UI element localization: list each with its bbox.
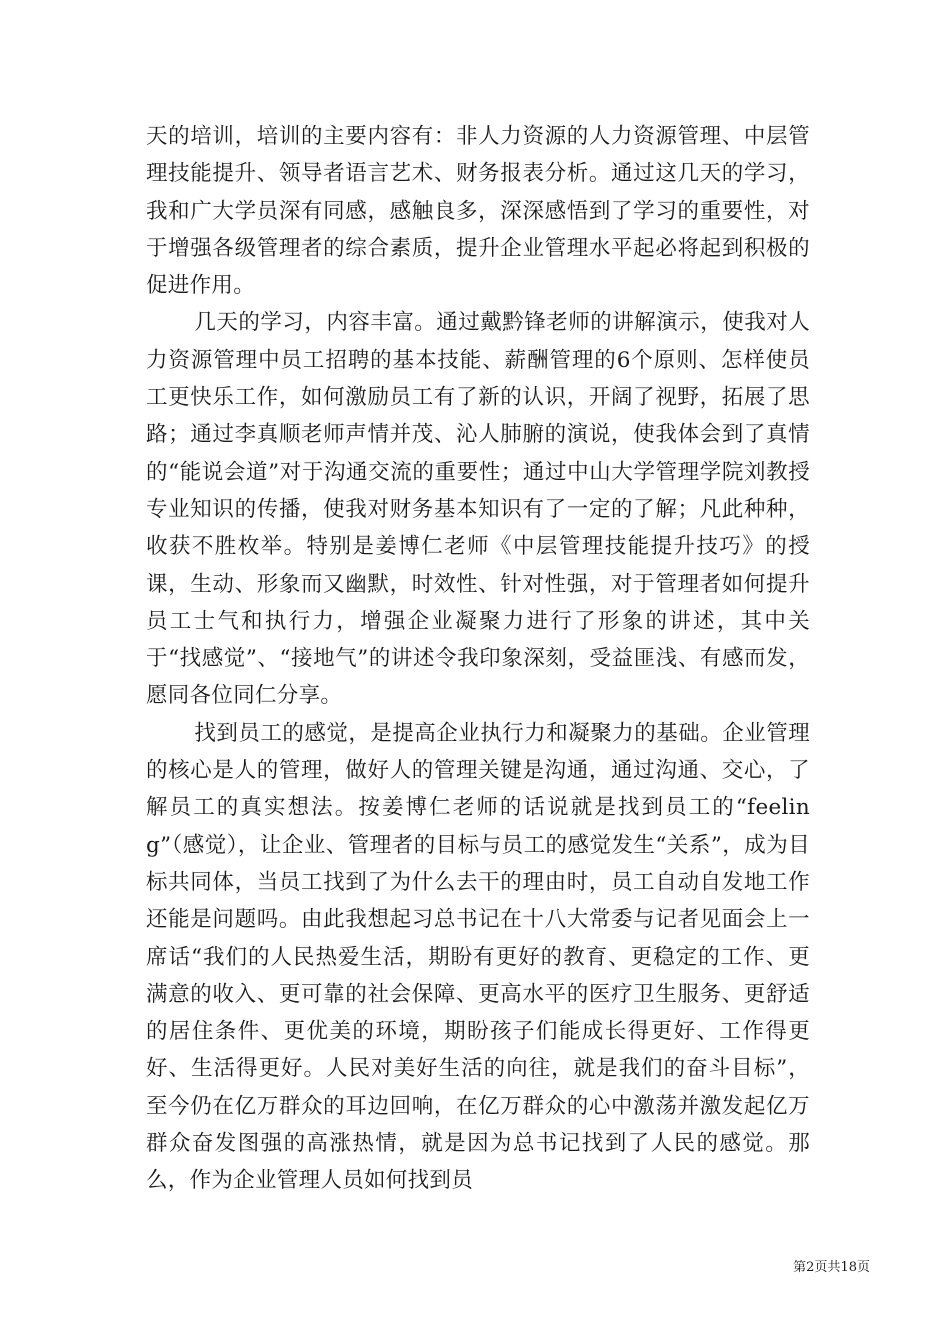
paragraph-2: 几天的学习，内容丰富。通过戴黔锋老师的讲解演示，使我对人力资源管理中员工招聘的基本技能、薪酬管理的6个原则、怎样使员工更快乐工作，如何激励员工有了新的认识，开阔了视野，拓展了思路；通过李真顺老师声情并茂、沁人肺腑的演说，使我体会到了真情的“能说会道”对于沟通交流的重要性；通过中山大学管理学院刘教授专业知识的传播，使我对财务基本知识有了一定的了解；凡此种种，收获不胜枚举。特别是姜博仁老师《中层管理技能提升技巧》的授课，生动、形象而又幽默，时效性、针对性强，对于管理者如何提升员工士气和执行力，增强企业凝聚力进行了形象的讲述，其中关于“找感觉”、“接地气”的讲述令我印象深刻，受益匪浅、有感而发，愿同各位同仁分享。 — [146, 310, 810, 709]
document-body — [146, 118, 810, 1200]
paragraph-3: 找到员工的感觉，是提高企业执行力和凝聚力的基础。企业管理的核心是人的管理，做好人的管理关键是沟通，通过沟通、交心，了解员工的真实想法。按姜博仁老师的话说就是找到员工的“feeling”（感觉），让企业、管理者的目标与员工的感觉发生“关系”，成为目标共同体，当员工找到了为什么去干的理由时，员工自动自发地工作还能是问题吗。由此我想起习总书记在十八大常委与记者见面会上一席话“我们的人民热爱生活，期盼有更好的教育、更稳定的工作、更满意的收入、更可靠的社会保障、更高水平的医疗卫生服务、更舒适的居住条件、更优美的环境，期盼孩子们能成长得更好、工作得更好、生活得更好。人民对美好生活的向往，就是我们的奋斗目标”，至今仍在亿万群众的耳边回响，在亿万群众的心中激荡并激发起亿万群众奋发图强的高涨热情，就是因为总书记找到了人民的感觉。那么，作为企业管理人员如何找到员 — [146, 720, 810, 1194]
page-number-footer: 第2页共18页 — [793, 1260, 870, 1275]
paragraph-1: 天的培训，培训的主要内容有：非人力资源的人力资源管理、中层管理技能提升、领导者语言艺术、财务报表分析。通过这几天的学习，我和广大学员深有同感，感触良多，深深感悟到了学习的重要性，对于增强各级管理者的综合素质，提升企业管理水平起必将起到积极的促进作用。 — [146, 124, 810, 299]
